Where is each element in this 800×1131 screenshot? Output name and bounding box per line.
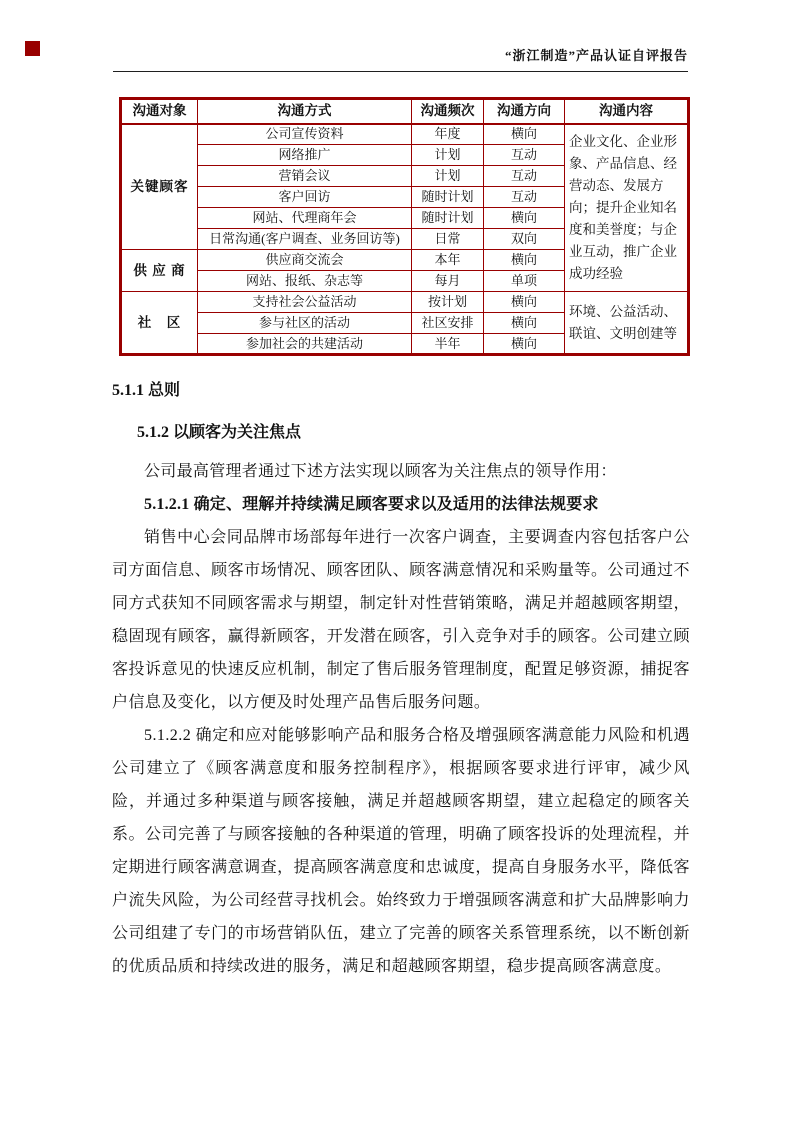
cell-direction: 横向: [484, 250, 565, 271]
cell-method: 日常沟通(客户调查、业务回访等): [198, 229, 412, 250]
cell-direction: 横向: [484, 313, 565, 334]
cell-method: 网站、报纸、杂志等: [198, 271, 412, 292]
cell-direction: 互动: [484, 187, 565, 208]
cell-frequency: 随时计划: [412, 187, 484, 208]
col-header-method: 沟通方式: [198, 99, 412, 124]
paragraph-1: 销售中心会同品牌市场部每年进行一次客户调查，主要调查内容包括客户公司方面信息、顾客市场情况、顾客团队、顾客满意情况和采购量等。公司通过不同方式获知不同顾客需求与期望，制定针对性营销策略，满足并超越顾客期望，稳固现有顾客，赢得新顾客，开发潜在顾客，引入竞争对手的顾客。公司建立顾客投诉意见的快速反应机制，制定了售后服务管理制度，配置足够资源，捕捉客户信息及变化，以方便及时处理产品售后服务问题。: [112, 529, 690, 711]
cell-direction: 横向: [484, 124, 565, 145]
cell-frequency: 社区安排: [412, 313, 484, 334]
cell-frequency: 随时计划: [412, 208, 484, 229]
cell-frequency: 计划: [412, 166, 484, 187]
cell-method: 网站、代理商年会: [198, 208, 412, 229]
cell-frequency: 半年: [412, 334, 484, 355]
cell-direction: 横向: [484, 334, 565, 355]
group-label-community: 社 区: [121, 292, 198, 355]
cell-method: 供应商交流会: [198, 250, 412, 271]
table-header-row: [121, 99, 689, 124]
body-text-column: [112, 381, 690, 983]
cell-frequency: 计划: [412, 145, 484, 166]
cell-frequency: 按计划: [412, 292, 484, 313]
cell-direction: 横向: [484, 292, 565, 313]
cell-method: 网络推广: [198, 145, 412, 166]
red-square-marker: [25, 41, 40, 56]
content-cell-community: 环境、公益活动、联谊、文明创建等: [565, 292, 689, 355]
cell-direction: 互动: [484, 145, 565, 166]
col-header-direction: 沟通方向: [484, 99, 565, 124]
cell-frequency: 每月: [412, 271, 484, 292]
cell-frequency: 年度: [412, 124, 484, 145]
cell-method: 客户回访: [198, 187, 412, 208]
cell-method: 参与社区的活动: [198, 313, 412, 334]
lead-sentence: 公司最高管理者通过下述方法实现以顾客为关注焦点的领导作用：: [144, 463, 617, 480]
table-row: [121, 292, 689, 313]
cell-direction: 横向: [484, 208, 565, 229]
col-header-frequency: 沟通频次: [412, 99, 484, 124]
heading-5-1-1: 5.1.1 总则: [112, 382, 181, 399]
cell-method: 参加社会的共建活动: [198, 334, 412, 355]
table-row: [121, 124, 689, 145]
page-header: [113, 48, 688, 72]
group-label-suppliers: 供 应 商: [121, 250, 198, 292]
page-header-title: “浙江制造”产品认证自评报告: [504, 48, 688, 63]
col-header-content: 沟通内容: [565, 99, 689, 124]
communication-table: [119, 97, 690, 356]
content-cell-customers-suppliers: 企业文化、企业形象、产品信息、经营动态、发展方向；提升企业知名度和美誉度；与企业互动，推广企业成功经验: [565, 124, 689, 292]
cell-method: 支持社会公益活动: [198, 292, 412, 313]
heading-5-1-2-1: 5.1.2.1 确定、理解并持续满足顾客要求以及适用的法律法规要求: [144, 496, 599, 513]
cell-direction: 互动: [484, 166, 565, 187]
cell-method: 公司宣传资料: [198, 124, 412, 145]
cell-direction: 单项: [484, 271, 565, 292]
col-header-object: 沟通对象: [121, 99, 198, 124]
group-label-key-customers: 关键顾客: [121, 124, 198, 250]
cell-direction: 双向: [484, 229, 565, 250]
heading-5-1-2: 5.1.2 以顾客为关注焦点: [137, 424, 302, 441]
cell-frequency: 日常: [412, 229, 484, 250]
cell-method: 营销会议: [198, 166, 412, 187]
paragraph-2: 5.1.2.2 确定和应对能够影响产品和服务合格及增强顾客满意能力风险和机遇公司建立了《顾客满意度和服务控制程序》，根据顾客要求进行评审，减少风险，并通过多种渠道与顾客接触，满足并超越顾客期望，建立起稳定的顾客关系。公司完善了与顾客接触的各种渠道的管理，明确了顾客投诉的处理流程，并定期进行顾客满意调查，提高顾客满意度和忠诚度，提高自身服务水平，降低客户流失风险，为公司经营寻找机会。始终致力于增强顾客满意和扩大品牌影响力公司组建了专门的市场营销队伍，建立了完善的顾客关系管理系统，以不断创新的优质品质和持续改进的服务，满足和超越顾客期望，稳步提高顾客满意度。: [112, 727, 690, 975]
cell-frequency: 本年: [412, 250, 484, 271]
